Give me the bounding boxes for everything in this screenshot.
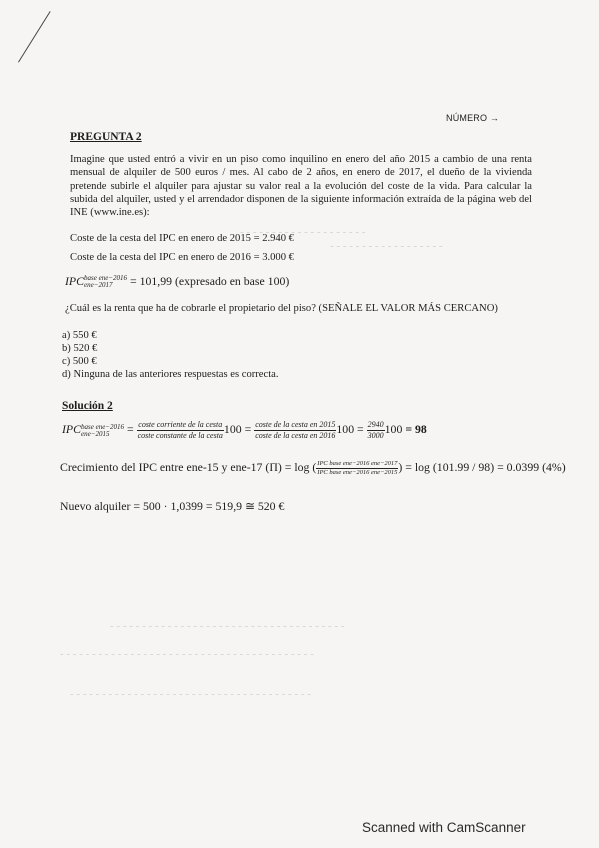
data-line-2016: Coste de la cesta del IPC en enero de 2016 = 3.000 €: [70, 252, 294, 263]
option-d: d) Ninguna de las anteriores respuestas es correcta.: [62, 369, 279, 380]
ipc-indices: [84, 275, 127, 289]
new-rent-line: Nuevo alquiler = 500 · 1,0399 = 519,9 ≅ 520 €: [60, 499, 285, 513]
bleed-through-text: - - - - - - - - - - - - - - - - - - - - - - - - - - - - - - - - - - - - - -: [70, 688, 311, 700]
bleed-through-text: - - - - - - - - - - - - - - - - - -: [330, 240, 443, 252]
option-b: b) 520 €: [62, 343, 98, 354]
ipc-result: = 98: [405, 422, 427, 437]
fraction-3-numerator: 2940: [367, 420, 384, 429]
fraction-numeric: [367, 420, 385, 441]
eq-ipc-symbol: IPC: [62, 422, 82, 437]
ipc-calculation: IPCbase ene−2016 ene−2015 = $\frac{\text{coste corriente de la cesta}}{\text{coste constante de la cesta}}$ 100 = $\frac{\text{coste de la cesta en 2015}}{\text{coste de la cesta en 2016}}$ 100 = $\frac{2940}{3000}$ 100 = 98: [62, 420, 427, 440]
ipc-symbol: IPC: [65, 274, 85, 288]
question-prompt: ¿Cuál es la renta que ha de cobrarle el propietario del piso? (SEÑALE EL VALOR MÁS CERCANO): [65, 303, 498, 314]
fraction-1-denominator: coste constante de la cesta: [137, 431, 223, 440]
growth-prefix: Crecimiento del IPC entre ene-15 y ene-17 (Π) = log (: [60, 460, 317, 475]
times-100-a: 100: [223, 422, 242, 437]
fraction-coste-corriente: [137, 420, 224, 441]
question-paragraph: Imagine que usted entró a vivir en un piso como inquilino en enero del año 2015 a cambio de una renta mensual de alquiler de 500 euros / mes. Al cabo de 2 años, en enero de 2017, el dueño de la vivienda pretende subirle el alquiler para ajustar su valor real a la evolución del coste de la vida. Para calcular la subida del alquiler, usted y el arrendador disponen de la siguiente información extraída de la página web del INE (www.ine.es):: [70, 154, 532, 219]
ipc-growth-line: [60, 460, 566, 477]
ipc-superscript: base ene−2016: [84, 274, 128, 283]
ipc-given-value: [65, 274, 289, 289]
fraction-1-numerator: coste corriente de la cesta: [138, 420, 223, 429]
growth-fraction-numerator: IPC base ene−2016 ene−2017: [317, 460, 398, 467]
page-edge-shadow: [18, 11, 51, 62]
ipc-subscript: ene−2017: [84, 281, 113, 290]
numero-label: NÚMERO →: [446, 113, 500, 123]
fraction-coste-cesta: [254, 420, 336, 441]
data-line-2015: Coste de la cesta del IPC en enero de 2015 = 2.940 €: [70, 233, 294, 244]
times-100-b: 100: [336, 422, 355, 437]
times-100-c: 100: [384, 422, 403, 437]
growth-fraction: [316, 460, 398, 477]
bleed-through-text: - - - - - - - - - - - - - - - - - - - -: [240, 226, 366, 238]
bleed-through-text: - - - - - - - - - - - - - - - - - - - - - - - - - - - - - - - - - - - - - - - -: [60, 648, 314, 660]
solution-heading: Solución 2: [62, 400, 113, 412]
eq-ipc-superscript: base ene−2016: [81, 422, 125, 431]
growth-suffix: ) = log (101.99 / 98) = 0.0399 (4%): [398, 460, 566, 475]
growth-fraction-denominator: IPC base ene−2016 ene−2015: [317, 469, 398, 476]
fraction-2-denominator: coste de la cesta en 2016: [255, 431, 336, 440]
camscanner-watermark: Scanned with CamScanner: [362, 820, 526, 835]
eq-ipc-indices: [81, 424, 124, 438]
ipc-value-text: = 101,99 (expresado en base 100): [127, 274, 290, 288]
question-heading: PREGUNTA 2: [70, 131, 142, 143]
eq-ipc-subscript: ene−2015: [81, 429, 110, 438]
fraction-3-denominator: 3000: [367, 431, 384, 440]
option-a: a) 550 €: [62, 330, 97, 341]
bleed-through-text: - - - - - - - - - - - - - - - - - - - - - - - - - - - - - - - - - - - - -: [110, 620, 345, 632]
fraction-2-numerator: coste de la cesta en 2015: [255, 420, 336, 429]
option-c: c) 500 €: [62, 356, 97, 367]
